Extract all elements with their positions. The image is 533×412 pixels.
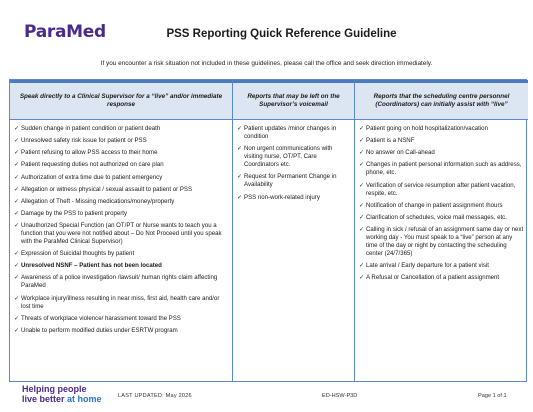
- list-item-text: Changes in patient personal information such as address, phone, etc.: [366, 161, 522, 177]
- last-updated: LAST UPDATED: May 2026: [118, 393, 192, 399]
- logo-text-para: Para: [24, 22, 67, 42]
- list-item: [14, 315, 228, 323]
- checkmark-icon: ✓: [359, 274, 365, 282]
- checkmark-icon: ✓: [359, 137, 365, 145]
- list-item-text: Patient requesting duties not authorized on care plan: [21, 161, 164, 169]
- checkmark-icon: ✓: [14, 197, 20, 205]
- list-item: [14, 327, 228, 335]
- list-item: [359, 125, 524, 133]
- item-list: [233, 120, 354, 206]
- list-item: [359, 182, 524, 198]
- list-item: [237, 145, 350, 169]
- column-clinical-supervisor: [10, 80, 233, 381]
- checkmark-icon: ✓: [359, 181, 365, 189]
- list-item-text: Sudden change in patient condition or patient death: [21, 125, 161, 132]
- checkmark-icon: ✓: [237, 173, 243, 181]
- list-item-text: Allegation or witness physical / sexual assault to patient or PSS: [21, 185, 193, 193]
- page-number: Page 1 of 1: [478, 393, 507, 399]
- column-scheduling-centre: [355, 80, 528, 381]
- list-item: [14, 174, 228, 182]
- checkmark-icon: ✓: [14, 274, 20, 282]
- list-item-text: Verification of service resumption after patient vacation, respite, etc.: [366, 181, 516, 197]
- list-item: [237, 125, 350, 141]
- checkmark-icon: ✓: [14, 173, 20, 181]
- list-item-text: Allegation of Theft - Missing medications/money/property: [21, 197, 175, 205]
- list-item-text: Workplace injury/illness resulting in near miss, first aid, health care and/or lost time: [21, 294, 220, 310]
- list-item-text: Clarification of schedules, voice mail messages, etc.: [366, 213, 507, 221]
- checkmark-icon: ✓: [237, 193, 243, 201]
- intro-text: If you encounter a risk situation not included in these guidelines, please call the office and seek direction immediately.: [100, 60, 433, 67]
- list-item-text: Unresolved safety risk issue for patient or PSS: [21, 137, 147, 145]
- tagline-line2: [22, 394, 102, 404]
- list-item-text: Damage by the PSS to patient property: [21, 209, 128, 217]
- list-item-text: PSS non-work-related injury: [244, 193, 320, 201]
- list-item-text: Unauthorized Special Function (an OT/PT or Nurse wants to teach you a function that you were not notified about – Do Not Proceed until you speak with the ParaMed Clinical Supervisor): [21, 222, 222, 246]
- checkmark-icon: ✓: [359, 201, 365, 209]
- list-item: [14, 198, 228, 206]
- list-item: [14, 161, 228, 169]
- list-item-text: Unresolved NSNF – Patient has not been located: [21, 262, 162, 270]
- list-item-text: Patient updates /minor changes in condition: [244, 125, 337, 141]
- item-list: [10, 120, 232, 339]
- checkmark-icon: ✓: [14, 314, 20, 322]
- list-item-text: Late arrival / Early departure for a patient visit: [366, 262, 489, 270]
- list-item: [359, 274, 524, 282]
- list-item-text: No answer on Call-ahead: [366, 149, 435, 157]
- list-item: [237, 194, 350, 202]
- checkmark-icon: ✓: [14, 209, 20, 217]
- checkmark-icon: ✓: [359, 161, 365, 169]
- checkmark-icon: ✓: [14, 222, 20, 229]
- list-item: [359, 149, 524, 157]
- checkmark-icon: ✓: [14, 250, 20, 258]
- list-item: [14, 186, 228, 194]
- list-item: [359, 202, 524, 210]
- column-voicemail: [233, 80, 355, 381]
- checkmark-icon: ✓: [14, 137, 20, 145]
- checkmark-icon: ✓: [14, 185, 20, 193]
- list-item-text: Unable to perform modified duties under ESRTW program: [21, 326, 178, 334]
- column-heading: Reports that may be left on the Supervisor’s voicemail: [233, 80, 354, 120]
- checkmark-icon: ✓: [14, 149, 20, 157]
- checkmark-icon: ✓: [14, 125, 20, 132]
- list-item-text: A Refusal or Cancellation of a patient assignment: [366, 274, 500, 282]
- footer: [0, 384, 533, 412]
- checkmark-icon: ✓: [359, 213, 365, 221]
- checkmark-icon: ✓: [237, 125, 243, 132]
- list-item: [14, 125, 228, 133]
- guideline-table: [9, 79, 527, 382]
- list-item: [359, 214, 524, 222]
- list-item-text: Threats of workplace violence/ harassment toward the PSS: [21, 314, 181, 322]
- list-item-text: Non urgent communications with visiting nurse, OT/PT, Care Coordinators etc.: [244, 145, 333, 169]
- checkmark-icon: ✓: [359, 125, 365, 132]
- list-item: [14, 137, 228, 145]
- checkmark-icon: ✓: [14, 326, 20, 334]
- list-item: [14, 274, 228, 290]
- list-item: [14, 295, 228, 311]
- list-item: [359, 226, 524, 258]
- list-item-text: Patient is a NSNF: [366, 137, 415, 145]
- item-list: [355, 120, 528, 286]
- checkmark-icon: ✓: [359, 149, 365, 157]
- checkmark-icon: ✓: [14, 262, 20, 270]
- logo-text-med: Med: [66, 22, 106, 42]
- list-item: [14, 250, 228, 258]
- list-item: [14, 222, 228, 246]
- list-item-text: Authorization of extra time due to patient emergency: [21, 173, 163, 181]
- page-title: PSS Reporting Quick Reference Guideline: [166, 28, 397, 40]
- list-item-text: Calling in sick / refusal of an assignment same day or next working day - You must speak to a “live” person at any time of the day or night by contacting the scheduling center (24/7/365): [366, 225, 524, 258]
- document-code: ED-HSW-P3D: [322, 393, 358, 399]
- column-heading: Speak directly to a Clinical Supervisor for a “live” and/or immediate response: [10, 80, 232, 120]
- list-item: [359, 161, 524, 177]
- list-item-text: Expression of Suicidal thoughts by patient: [21, 250, 135, 258]
- list-item: [237, 173, 350, 189]
- list-item-text: Patient refusing to allow PSS access to their home: [21, 149, 158, 157]
- list-item: [359, 137, 524, 145]
- tagline-part-b: at home: [67, 394, 102, 404]
- list-item: [359, 262, 524, 270]
- list-item-text: Awareness of a police investigation /lawsuit/ human rights claim affecting ParaMed: [21, 274, 218, 290]
- tagline-line1: Helping people: [22, 384, 87, 394]
- checkmark-icon: ✓: [14, 161, 20, 169]
- checkmark-icon: ✓: [237, 145, 243, 153]
- list-item: [14, 210, 228, 218]
- checkmark-icon: ✓: [359, 262, 365, 270]
- list-item-text: Patient going on hold hospitalization/vacation: [366, 125, 488, 132]
- tagline-part-a: live better: [22, 394, 68, 404]
- list-item-text: Notification of change in patient assignment /hours: [366, 201, 503, 209]
- checkmark-icon: ✓: [359, 225, 365, 233]
- list-item-text: Request for Permanent Change in Availability: [244, 173, 337, 189]
- list-item: [14, 262, 228, 270]
- list-item: [14, 149, 228, 157]
- checkmark-icon: ✓: [14, 294, 20, 302]
- column-heading: Reports that the scheduling centre personnel (Coordinators) can initially assist with “live”: [355, 80, 528, 120]
